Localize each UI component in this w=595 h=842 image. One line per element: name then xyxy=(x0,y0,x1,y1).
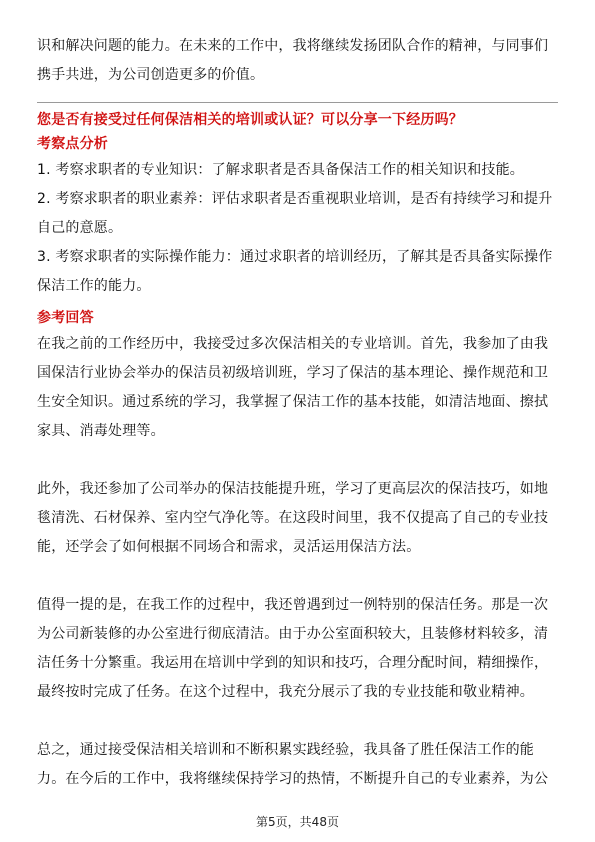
paragraph-gap xyxy=(37,562,558,591)
answer-paragraph: 值得一提的是，在我工作的过程中，我还曾遇到过一例特别的保洁任务。那是一次为公司新装修的办公室进行彻底清洁。由于办公室面积较大，且装修材料较多，清洁任务十分繁重。我运用在培训中学到的知识和技巧，合理分配时间，精细操作，最终按时完成了任务。在这个过程中，我充分展示了我的专业技能和敬业精神。 xyxy=(37,597,549,700)
answer-paragraph: 此外，我还参加了公司举办的保洁技能提升班，学习了更高层次的保洁技巧，如地毯清洗、石材保养、室内空气净化等。在这段时间里，我不仅提高了自己的专业技能，还学会了如何根据不同场合和需求，灵活运用保洁方法。 xyxy=(37,481,549,555)
intro-paragraph: 识和解决问题的能力。在未来的工作中，我将继续发扬团队合作的精神，与同事们携手共进，为公司创造更多的价值。 xyxy=(37,38,549,83)
analysis-item: 1. 考察求职者的专业知识：了解求职者是否具备保洁工作的相关知识和技能。 xyxy=(37,162,525,178)
page-number-footer: 第5页，共48页 xyxy=(256,815,339,829)
paragraph-gap xyxy=(37,707,558,736)
answer-heading: 参考回答 xyxy=(37,310,94,326)
answer-paragraph: 在我之前的工作经历中，我接受过多次保洁相关的专业培训。首先，我参加了由我国保洁行业协会举办的保洁员初级培训班，学习了保洁的基本理论、操作规范和卫生安全知识。通过系统的学习，我掌握了保洁工作的基本技能，如清洁地面、擦拭家具、消毒处理等。 xyxy=(37,336,549,439)
analysis-item: 2. 考察求职者的职业素养：评估求职者是否重视职业培训，是否有持续学习和提升自己的意愿。 xyxy=(37,191,553,236)
section-divider xyxy=(37,102,558,103)
analysis-item: 3. 考察求职者的实际操作能力：通过求职者的培训经历，了解其是否具备实际操作保洁工作的能力。 xyxy=(37,249,553,294)
answer-paragraph: 总之，通过接受保洁相关培训和不断积累实践经验，我具备了胜任保洁工作的能力。在今后的工作中，我将继续保持学习的热情，不断提升自己的专业素养，为公 xyxy=(37,742,549,787)
analysis-heading: 考察点分析 xyxy=(37,136,108,152)
page-content xyxy=(37,32,558,794)
interview-question: 您是否有接受过任何保洁相关的培训或认证？可以分享一下经历吗？ xyxy=(37,112,463,128)
paragraph-gap xyxy=(37,446,558,475)
